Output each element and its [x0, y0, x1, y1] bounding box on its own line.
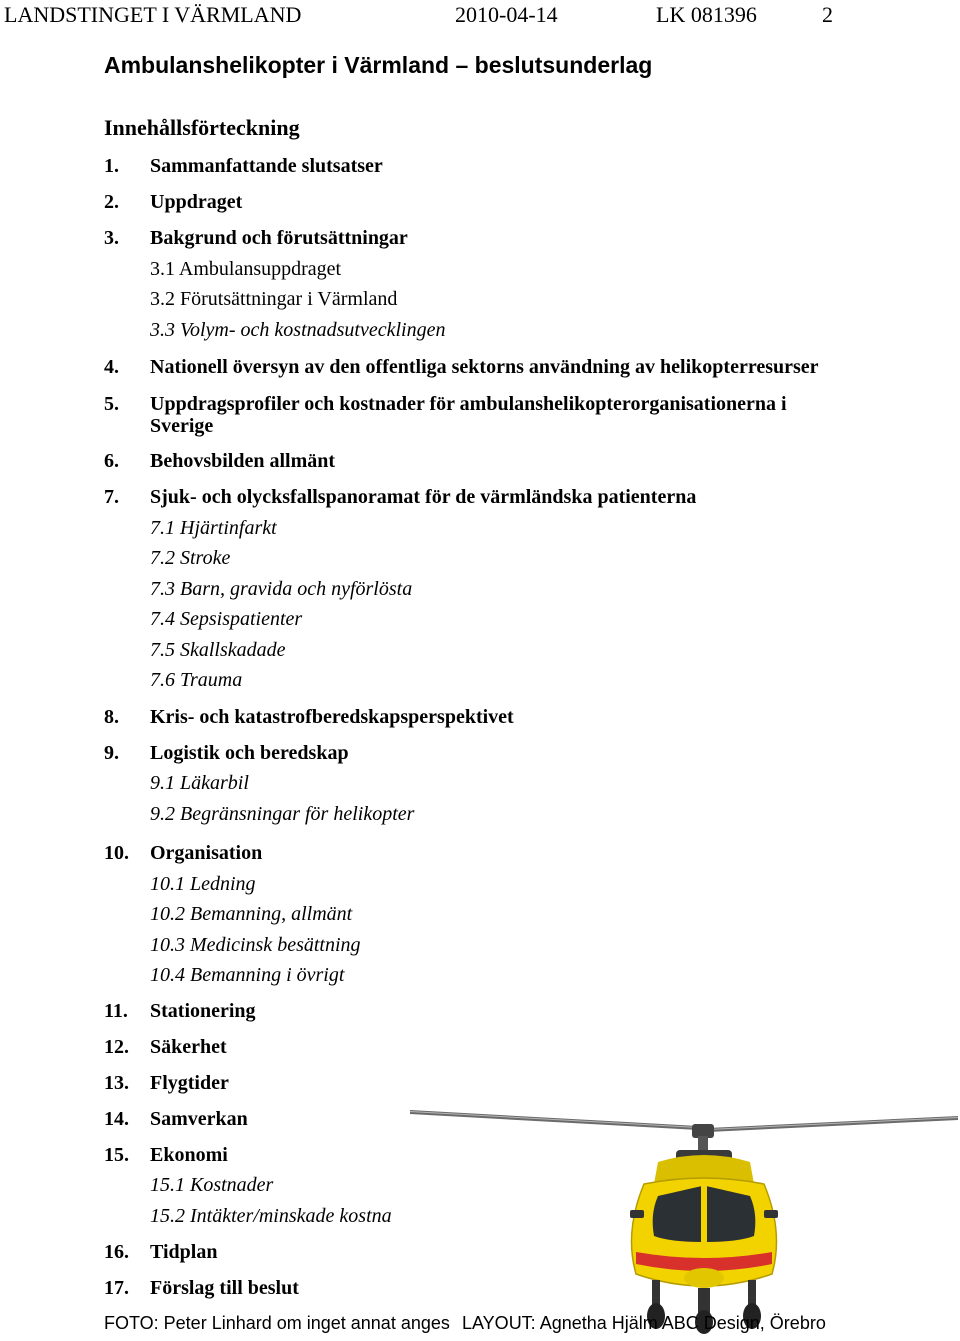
toc-item-label-continued: Sverige	[150, 415, 214, 437]
toc-item-number: 16.	[104, 1241, 129, 1263]
toc-subitem-label: 10.2 Bemanning, allmänt	[150, 903, 353, 925]
toc-item-label: Uppdragsprofiler och kostnader för ambulanshelikopterorganisationerna i	[150, 393, 787, 415]
toc-subitem-label: 10.3 Medicinsk besättning	[150, 934, 361, 956]
toc-item-number: 5.	[104, 393, 119, 415]
toc-item-label: Nationell översyn av den offentliga sektorns användning av helikopterresurser	[150, 356, 819, 378]
toc-subitem-label: 7.3 Barn, gravida och nyförlösta	[150, 578, 413, 600]
toc-item-number: 4.	[104, 356, 119, 378]
toc-subitem-label: 7.6 Trauma	[150, 669, 243, 691]
toc-item-number: 6.	[104, 450, 119, 472]
toc-subitem-label: 7.1 Hjärtinfarkt	[150, 517, 277, 539]
helicopter-icon	[408, 1092, 960, 1336]
page-footer	[104, 1313, 826, 1334]
header-reference: LK 081396	[656, 2, 757, 27]
document-title: Ambulanshelikopter i Värmland – beslutsunderlag	[104, 52, 653, 78]
photo-credit: FOTO: Peter Linhard om inget annat anges	[104, 1313, 450, 1333]
header-date: 2010-04-14	[455, 2, 558, 27]
toc-subitem-label: 9.1 Läkarbil	[150, 772, 249, 794]
header-organisation: LANDSTINGET I VÄRMLAND	[4, 2, 302, 27]
toc-item-label: Flygtider	[150, 1072, 229, 1094]
toc-item-number: 10.	[104, 842, 129, 864]
toc-item-label: Ekonomi	[150, 1144, 228, 1166]
helicopter-photo	[408, 1092, 960, 1336]
toc-item-label: Sjuk- och olycksfallspanoramat för de värmländska patienterna	[150, 486, 697, 508]
toc-item-number: 1.	[104, 155, 119, 177]
toc-item-number: 17.	[104, 1277, 129, 1299]
toc-item-number: 14.	[104, 1108, 129, 1130]
toc-item-label: Sammanfattande slutsatser	[150, 155, 383, 177]
toc-item-number: 7.	[104, 486, 119, 508]
toc-subitem-label: 3.2 Förutsättningar i Värmland	[150, 288, 398, 310]
toc-item-number: 15.	[104, 1144, 129, 1166]
toc-item-number: 3.	[104, 227, 119, 249]
header-page-number: 2	[822, 2, 833, 27]
toc-item-number: 9.	[104, 742, 119, 764]
toc-subitem-label: 15.2 Intäkter/minskade kostna	[150, 1205, 392, 1227]
toc-item-number: 11.	[104, 1000, 128, 1022]
toc-subitem-label: 3.3 Volym- och kostnadsutvecklingen	[150, 319, 446, 341]
toc-item-label: Stationering	[150, 1000, 256, 1022]
toc-subitem-label: 7.2 Stroke	[150, 547, 231, 569]
toc-subitem-label: 10.1 Ledning	[150, 873, 256, 895]
toc-item-label: Behovsbilden allmänt	[150, 450, 336, 472]
toc-subitem-label: 15.1 Kostnader	[150, 1174, 274, 1196]
toc-subitem-label: 3.1 Ambulansuppdraget	[150, 258, 342, 280]
toc-item-label: Bakgrund och förutsättningar	[150, 227, 408, 249]
toc-item-number: 12.	[104, 1036, 129, 1058]
toc-item-number: 8.	[104, 706, 119, 728]
toc-subitem-label: 10.4 Bemanning i övrigt	[150, 964, 345, 986]
toc-item-label: Kris- och katastrofberedskapsperspektivet	[150, 706, 514, 728]
layout-credit: LAYOUT: Agnetha Hjälm ABC Design, Örebro	[462, 1313, 826, 1333]
toc-item-label: Säkerhet	[150, 1036, 227, 1058]
toc-item-label: Samverkan	[150, 1108, 248, 1130]
toc-item-number: 2.	[104, 191, 119, 213]
toc-item-label: Uppdraget	[150, 191, 243, 213]
toc-heading: Innehållsförteckning	[104, 115, 300, 140]
toc-subitem-label: 7.4 Sepsispatienter	[150, 608, 303, 630]
toc-item-label: Organisation	[150, 842, 263, 864]
toc-item-label: Logistik och beredskap	[150, 742, 349, 764]
toc-subitem-label: 7.5 Skallskadade	[150, 639, 286, 661]
toc-item-number: 13.	[104, 1072, 129, 1094]
toc-subitem-label: 9.2 Begränsningar för helikopter	[150, 803, 415, 825]
toc-item-label: Tidplan	[150, 1241, 218, 1263]
toc-item-label: Förslag till beslut	[150, 1277, 299, 1299]
